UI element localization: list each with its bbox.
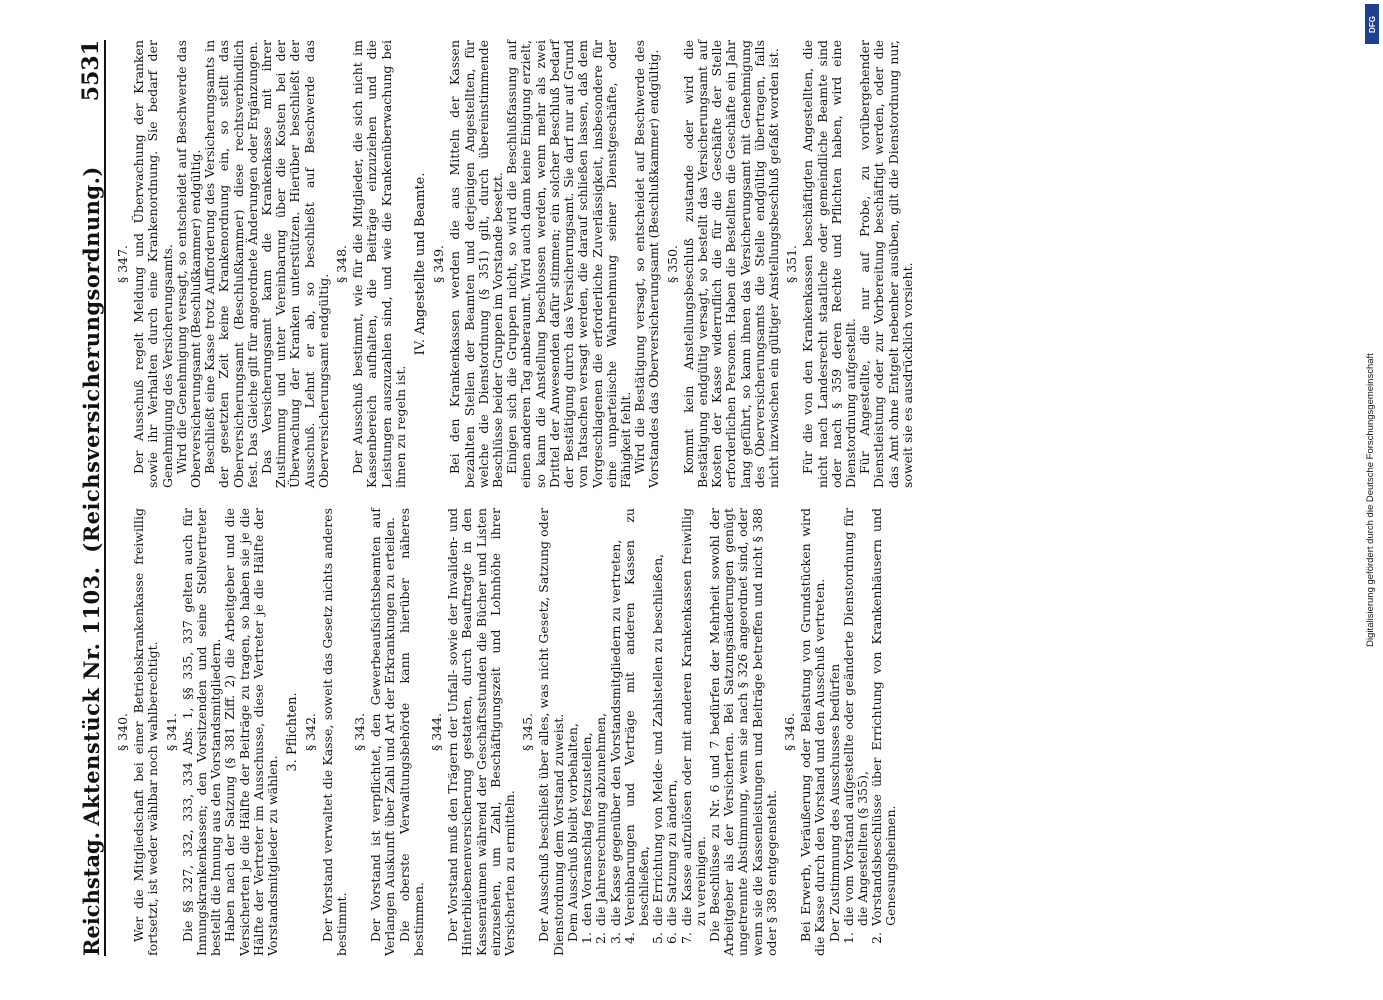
list-item <box>623 508 651 956</box>
list-item <box>580 508 594 956</box>
paragraph: Für Angestellte, die nur auf Probe, zu vorübergehender Dienstleistung oder zur Vorbereitung beschäftigt werden, oder die das Amt ohne Entgelt nebenher ausüben, gilt die Dienstordnung nur, soweit sie es ausdrücklich vorsieht. <box>857 40 915 488</box>
list-item-text: die Jahresrechnung abzunehmen, <box>593 712 609 926</box>
paragraph: Dem Ausschuß bleibt vorbehalten, <box>564 723 580 942</box>
paragraph: Der Zustimmung des Ausschusses bedürfen <box>826 663 842 942</box>
digitization-credit: Digitalisierung gefördert durch die Deutsche Forschungsgemeinschaft <box>1365 353 1376 647</box>
list-item-number: 5. <box>650 932 666 944</box>
dfg-logo <box>1365 4 1379 44</box>
section-heading: § 340. <box>115 712 130 752</box>
paragraph: Die oberste Verwaltungsbehörde kann hierüber näheres bestimmen. <box>396 508 426 956</box>
list-item-number: 6. <box>664 932 680 944</box>
paragraph: Wer die Mitgliedschaft bei einer Betriebskrankenkasse freiwillig fortsetzt, ist weder wählbar noch wahlberechtigt. <box>131 508 161 956</box>
list-item-text: den Voranschlag festzustellen, <box>579 732 595 926</box>
enumerated-list <box>842 508 899 956</box>
paragraph: Der Vorstand ist verpflichtet, den Gewerbeaufsichtsbeamten auf Verlangen Auskunft über Zahl und Art der Erkrankungen zu erteilen. <box>368 508 398 956</box>
text-columns <box>112 40 915 956</box>
section-heading: § 347. <box>115 244 130 284</box>
list-item-text: die vom Vorstand aufgestellte oder geänderte Dienstordnung für die Angestellten (§ 355), <box>840 508 870 926</box>
section-heading: § 351. <box>784 244 800 284</box>
section-heading: § 342. <box>303 712 319 752</box>
list-item-number: 2. <box>869 932 885 944</box>
list-item-text: die Errichtung von Melde- und Zahlstellen zu beschließen, <box>650 553 666 926</box>
header-center <box>79 120 104 866</box>
enumerated-list <box>580 508 708 956</box>
list-item-text: die Kasse gegenüber den Vorstandsmitgliedern zu vertreten, <box>607 539 623 926</box>
paragraph: Für die von den Krankenkassen beschäftigten Angestellten, die nicht nach Landesrecht staatliche oder gemeindliche Beamte sind oder nach § 359 deren Rechte und Pflichten haben, wird eine Dienstordnung aufgestellt. <box>800 40 858 488</box>
list-item-number: 1. <box>840 932 856 944</box>
dfg-logo-text: DFG <box>1367 15 1377 33</box>
subheading: IV. Angestellte und Beamte. <box>413 172 429 356</box>
paragraph: Einigen sich die Gruppen nicht, so wird die Beschlußfassung auf einen anderen Tag anberaumt. Wird auch dann keine Einigung erzielt, so kann die Anstellung beschlossen werden, wenn mehr als zwei Drittel der Anwesenden dafür stimmen; ein solcher Beschluß bedarf der Bestätigung durch das Versicherungsamt. Sie darf nur auf Grund von Tatsachen versagt werden, die darauf schließen lassen, daß dem Vorgeschlagenen die erforderliche Zuverlässigkeit, insbesondere für eine unparteiische Wahrnehmung seiner Dienstgeschäfte, oder Fähigkeit fehlt. <box>504 40 633 488</box>
paragraph: Der Ausschuß bestimmt, wie für die Mitglieder, die sich nicht im Kassenbereich aufhalten, die Beiträge einzuziehen und die Leistungen auszuzahlen sind, und wie die Krankenüberwachung bei ihnen zu regeln ist. <box>350 40 408 488</box>
paragraph: Das Versicherungsamt kann die Krankenkasse mit ihrer Zustimmung und unter Vereinbarung über die Kosten bei der Überwachung der Kranken unterstützen. Hierüber beschließt der Ausschuß. Lehnt er ab, so beschließt auf Beschwerde das Oberversicherungsamt endgültig. <box>259 40 331 488</box>
list-item <box>842 508 870 956</box>
right-column <box>112 40 915 488</box>
list-item <box>609 508 623 956</box>
header-left: Reichstag. <box>79 832 104 956</box>
list-item-number: 3. <box>607 932 623 944</box>
paragraph: Bei Erwerb, Veräußerung oder Belastung von Grundstücken wird die Kasse durch den Vorstand und den Ausschuß vertreten. <box>798 508 828 956</box>
page-number: 5531 <box>78 40 104 102</box>
list-item-number: 7. <box>678 932 694 944</box>
list-item-text: die Kasse aufzulösen oder mit anderen Krankenkassen freiwillig zu vereinigen. <box>678 508 708 926</box>
header-document-number: Aktenstück Nr. 1103. <box>79 566 104 826</box>
list-item-number: 4. <box>621 932 637 944</box>
list-item-number: 1. <box>579 932 595 944</box>
list-item <box>651 508 665 956</box>
paragraph: Bei den Krankenkassen werden die aus Mitteln der Kassen bezahlten Stellen der Beamten und derjenigen Angestellten, für welche die Dienstordnung (§ 351) gilt, durch übereinstimmende Beschlüsse beider Gruppen im Vorstande besetzt. <box>447 40 506 488</box>
subheading: 3. Pflichten. <box>285 692 301 772</box>
list-item-text: die Satzung zu ändern, <box>664 779 680 926</box>
left-column <box>112 508 915 956</box>
list-item <box>665 508 679 956</box>
section-heading: § 343. <box>352 712 368 752</box>
section-heading: § 348. <box>334 244 350 284</box>
paragraph: Der Vorstand muß den Trägern der Unfall- sowie der Invaliden- und Hinterbliebenenversicherung gestatten, durch Beauftragte in den Kassenräumen während der Geschäftsstunden die Bücher und Listen einzusehen, um Zahl, Beschäftigungszeit und Lohnhöhe ihrer Versicherten zu ermitteln. <box>445 508 518 956</box>
section-heading: § 345. <box>520 712 536 752</box>
section-heading: § 349. <box>431 244 447 284</box>
section-heading: § 350. <box>664 244 680 284</box>
paragraph: Die §§ 327, 332, 333, 334 Abs. 1, §§ 335, 337 gelten auch für Innungskrankenkassen; den Vorsitzenden und seine Stellvertreter bestellt die Innung aus den Vorstandsmitgliedern. <box>179 508 224 956</box>
paragraph: Kommt kein Anstellungsbeschluß zustande oder wird die Bestätigung endgültig versagt, so bestellt das Versicherungsamt auf Kosten der Kasse widerruflich die für die Geschäfte der Stelle erforderlichen Personen. Haben die Bestellten die Geschäfte ein Jahr lang geführt, so kann ihnen das Versicherungsamt mit Genehmigung des Oberversicherungsamts die Stelle endgültig übertragen, falls nicht inzwischen ein gültiger Anstellungsbeschluß gefaßt worden ist. <box>680 40 781 488</box>
paragraph: Haben nach der Satzung (§ 381 Ziff. 2) die Arbeitgeber und die Versicherten je die Hälfte der Beiträge zu tragen, so haben sie je die Hälfte der Vertreter im Ausschusse, diese Vertreter je die Hälfte der Vorstandsmitglieder zu wählen. <box>222 508 281 956</box>
paragraph: Beschließt eine Kasse trotz Aufforderung des Versicherungsamts in der gesetzten Zeit keine Krankenordnung ein, so stellt das Oberversicherungsamt (Beschlußkammer) diese rechtsverbindlich fest. Das Gleiche gilt für angeordnete Änderungen oder Ergänzungen. <box>202 40 260 488</box>
paragraph: Der Ausschuß beschließt über alles, was nicht Gesetz, Satzung oder Dienstordnung dem Vorstand zuweist. <box>536 508 566 956</box>
section-heading: § 341. <box>163 712 179 752</box>
list-item-text: Vorstandsbeschlüsse über Errichtung von Krankenhäusern und Genesungsheimen. <box>869 508 899 926</box>
paragraph: Der Vorstand verwaltet die Kasse, soweit das Gesetz nichts anderes bestimmt. <box>319 508 349 956</box>
section-heading: § 344. <box>429 712 445 752</box>
page-header <box>70 40 106 956</box>
header-document-title: (Reichsversicherungsordnung.) <box>79 166 104 553</box>
paragraph: Die Beschlüsse zu Nr. 6 und 7 bedürfen der Mehrheit sowohl der Arbeitgeber als der Versicherten. Bei Satzungsänderungen genügt ungetrennte Abstimmung, wenn sie nach § 326 angeordnet sind, oder wenn sie die Kassenleistungen und Beiträge betreffen und nicht § 388 oder § 389 entgegensteht. <box>706 508 779 956</box>
paragraph: Wird die Genehmigung versagt, so entscheidet auf Beschwerde das Oberversicherungsamt (Beschlußkammer) endgültig. <box>173 40 204 488</box>
list-item-number: 2. <box>593 932 609 944</box>
list-item <box>680 508 708 956</box>
section-heading: § 346. <box>781 712 797 752</box>
list-item-text: Vereinbarungen und Verträge mit anderen Kassen zu beschließen, <box>621 508 651 926</box>
list-item <box>870 508 898 956</box>
rotated-page-sheet <box>62 0 1352 1000</box>
paragraph: Der Ausschuß regelt Meldung und Überwachung der Kranken sowie ihr Verhalten durch eine Krankenordnung. Sie bedarf der Genehmigung des Versicherungsamts. <box>131 40 175 488</box>
list-item <box>594 508 608 956</box>
paragraph: Wird die Bestätigung versagt, so entscheidet auf Beschwerde des Vorstandes das Oberversicherungsamt (Beschlußkammer) endgültig. <box>632 40 662 488</box>
